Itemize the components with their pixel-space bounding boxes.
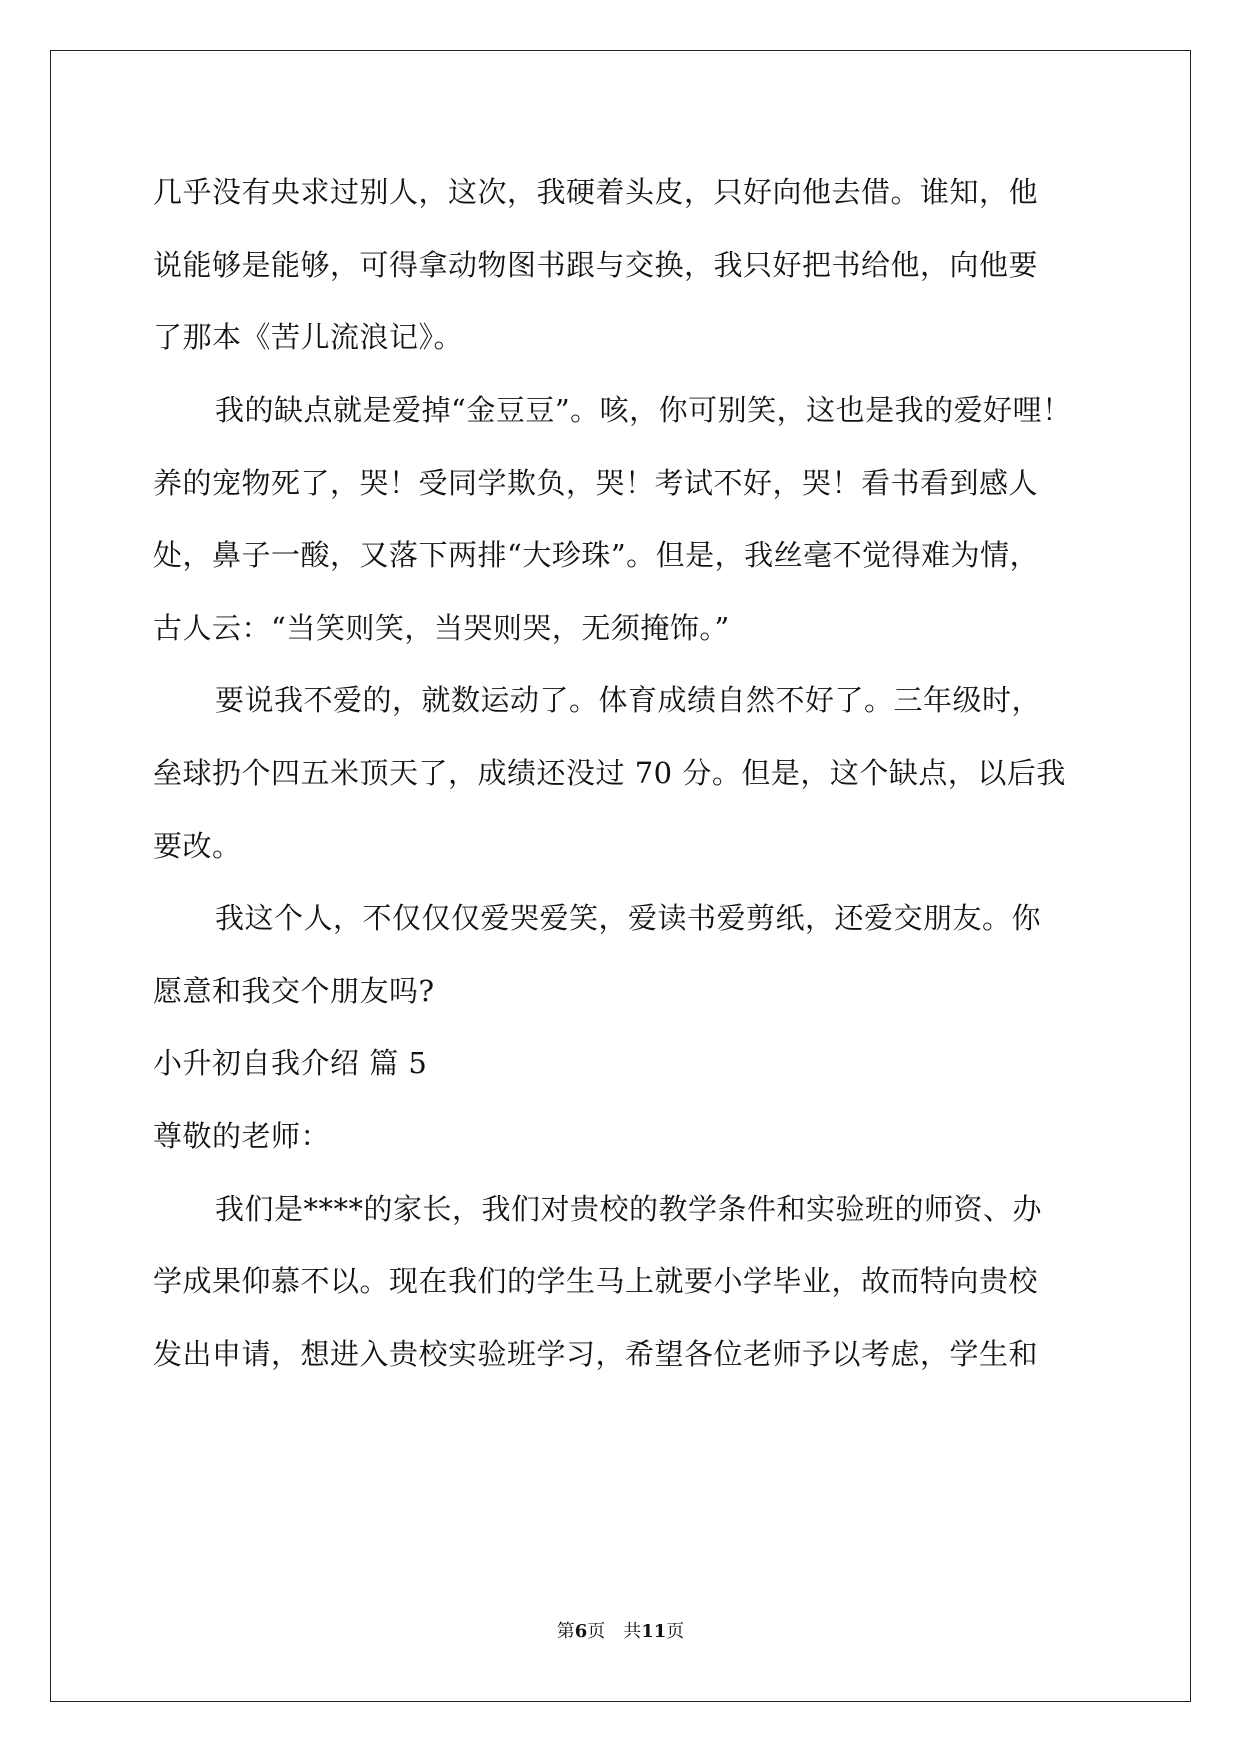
text-line: 发出申请，想进入贵校实验班学习，希望各位老师予以考虑，学生和: [153, 1337, 1039, 1371]
text-line: 垒球扔个四五米顶天了，成绩还没过 70 分。但是，这个缺点，以后我: [153, 756, 1066, 790]
text-line: 说能够是能够，可得拿动物图书跟与交换，我只好把书给他，向他要: [153, 248, 1039, 282]
text-line: 学成果仰慕不以。现在我们的学生马上就要小学毕业，故而特向贵校: [153, 1264, 1039, 1298]
paragraph-start-line: 我这个人，不仅仅仅爱哭爱笑，爱读书爱剪纸，还爱交朋友。你: [215, 901, 1042, 935]
text-line: 处，鼻子一酸，又落下两排“大珍珠”。但是，我丝毫不觉得难为情，: [153, 538, 1040, 572]
page-number-total: 11: [641, 1621, 667, 1642]
salutation: 尊敬的老师：: [153, 1119, 331, 1153]
paragraph-start-line: 要说我不爱的，就数运动了。体育成绩自然不好了。三年级时，: [215, 683, 1042, 717]
text-line: 了那本《苦儿流浪记》。: [153, 320, 464, 354]
page-prefix: 第: [556, 1621, 575, 1642]
text-line: 要改。: [153, 829, 242, 863]
paragraph-start-line: 我的缺点就是爱掉“金豆豆”。咳，你可别笑，这也是我的爱好哩！: [215, 393, 1072, 427]
page-footer: [0, 1620, 1241, 1644]
text-line: 养的宠物死了，哭！受同学欺负，哭！考试不好，哭！看书看到感人: [153, 466, 1039, 500]
text-line: 古人云：“当笑则笑，当哭则哭，无须掩饰。”: [153, 611, 730, 645]
page-number-current: 6: [574, 1621, 588, 1642]
page-mid: 页 共: [587, 1621, 642, 1642]
text-line: 几乎没有央求过别人，这次，我硬着头皮，只好向他去借。谁知，他: [153, 175, 1039, 209]
page-border: [50, 50, 1191, 1702]
text-line: 愿意和我交个朋友吗?: [153, 974, 435, 1008]
section-heading: 小升初自我介绍 篇 5: [153, 1046, 428, 1080]
page-suffix: 页: [666, 1621, 685, 1642]
paragraph-start-line: 我们是****的家长，我们对贵校的教学条件和实验班的师资、办: [215, 1192, 1043, 1226]
